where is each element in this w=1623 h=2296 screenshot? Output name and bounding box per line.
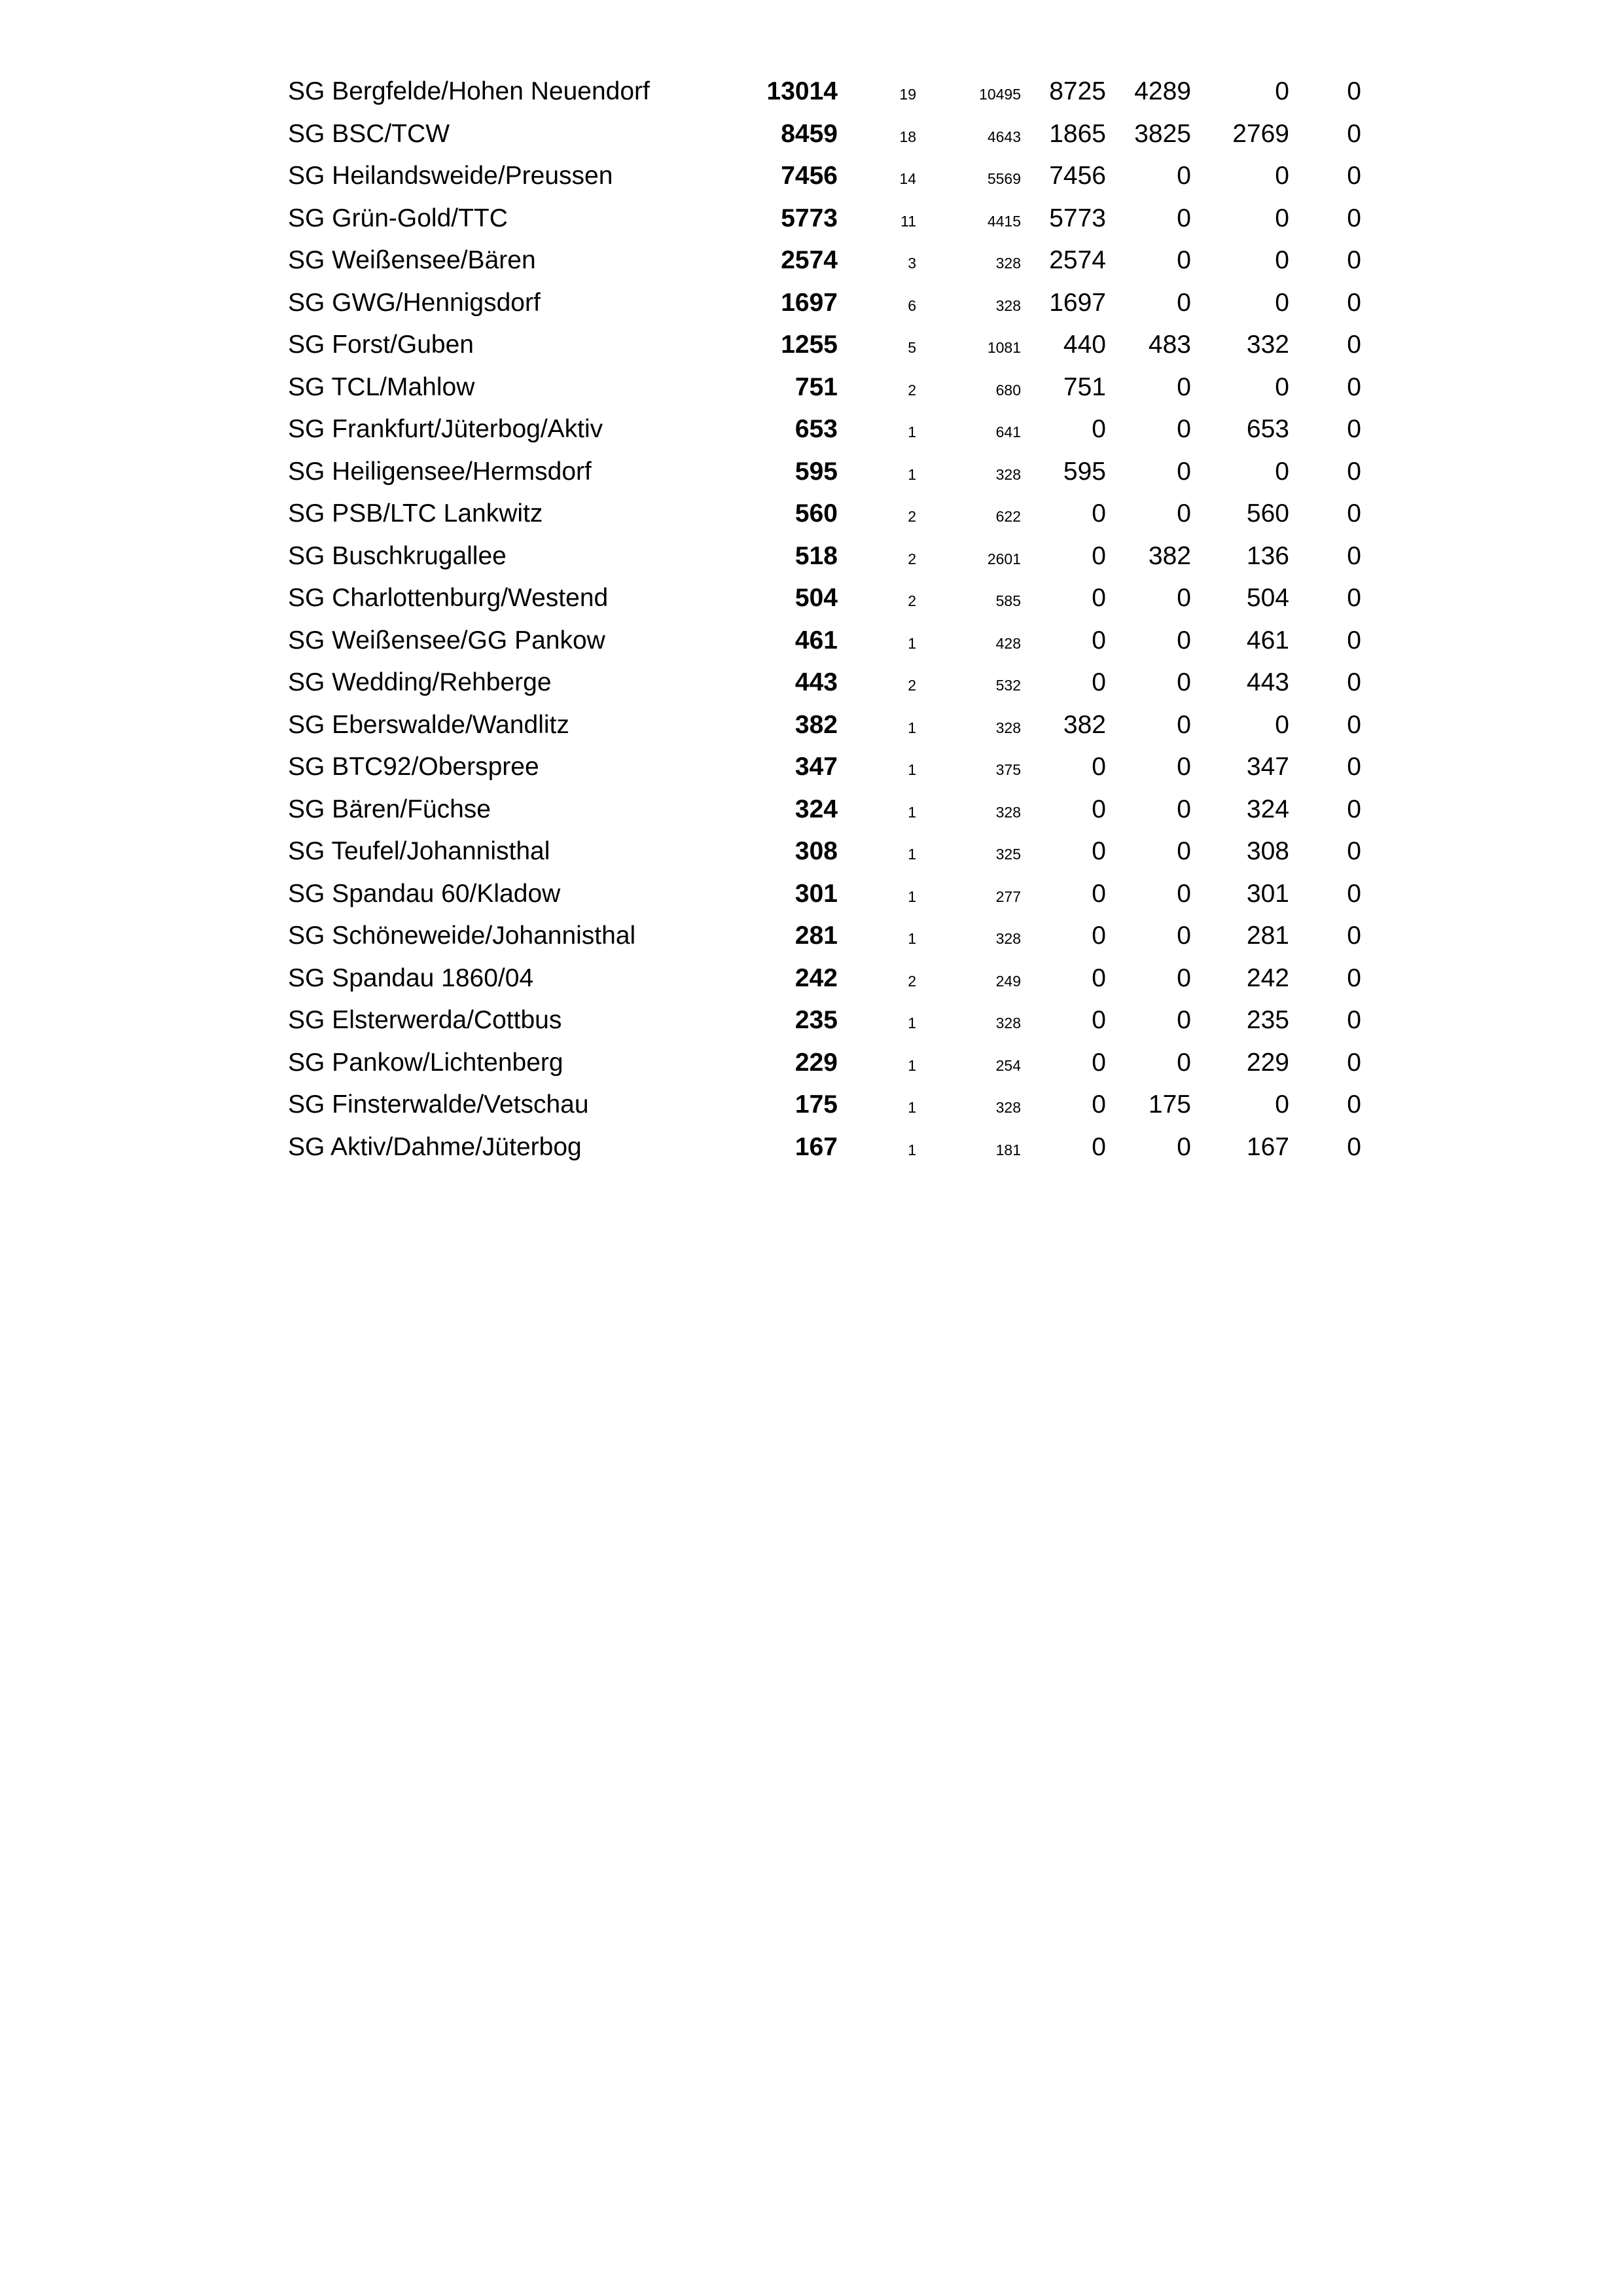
table-row bbox=[288, 410, 1361, 452]
team-name-cell: SG Spandau 1860/04 bbox=[288, 963, 534, 992]
total-score-cell: 751 bbox=[794, 372, 838, 401]
team-name-cell: SG Finsterwalde/Vetschau bbox=[288, 1090, 589, 1119]
value-cell-2: 3825 bbox=[1134, 119, 1191, 148]
value-cell-4: 0 bbox=[1347, 457, 1361, 486]
total-score-cell: 1255 bbox=[781, 331, 838, 359]
value-cell-4: 0 bbox=[1347, 372, 1361, 401]
entry-count-cell: 14 bbox=[899, 170, 916, 187]
value-cell-2: 0 bbox=[1177, 162, 1191, 190]
entry-count-cell: 11 bbox=[901, 212, 916, 230]
value-cell-3: 324 bbox=[1246, 795, 1289, 823]
value-cell-4: 0 bbox=[1347, 288, 1361, 317]
team-name-cell: SG Weißensee/GG Pankow bbox=[288, 626, 605, 655]
secondary-value-cell: 328 bbox=[995, 465, 1021, 483]
secondary-value-cell: 2601 bbox=[987, 550, 1021, 567]
team-name-cell: SG Heiligensee/Hermsdorf bbox=[288, 457, 592, 486]
value-cell-1: 0 bbox=[1092, 541, 1106, 570]
value-cell-2: 0 bbox=[1177, 795, 1191, 823]
value-cell-4: 0 bbox=[1347, 837, 1361, 865]
value-cell-3: 560 bbox=[1246, 499, 1289, 528]
value-cell-4: 0 bbox=[1347, 626, 1361, 655]
table-row bbox=[288, 537, 1361, 579]
table-row bbox=[288, 1085, 1361, 1128]
value-cell-4: 0 bbox=[1347, 879, 1361, 908]
total-score-cell: 347 bbox=[794, 753, 838, 781]
table-row bbox=[288, 1001, 1361, 1043]
value-cell-2: 0 bbox=[1177, 584, 1191, 612]
entry-count-cell: 1 bbox=[908, 930, 916, 947]
value-cell-4: 0 bbox=[1347, 204, 1361, 232]
value-cell-1: 595 bbox=[1063, 457, 1106, 486]
value-cell-2: 0 bbox=[1177, 1006, 1191, 1034]
entry-count-cell: 1 bbox=[908, 888, 916, 905]
total-score-cell: 175 bbox=[794, 1090, 838, 1119]
team-name-cell: SG Pankow/Lichtenberg bbox=[288, 1048, 563, 1077]
team-name-cell: SG Elsterwerda/Cottbus bbox=[288, 1006, 562, 1034]
value-cell-4: 0 bbox=[1347, 1090, 1361, 1119]
entry-count-cell: 2 bbox=[908, 592, 916, 609]
team-name-cell: SG Charlottenburg/Westend bbox=[288, 584, 609, 612]
team-name-cell: SG Forst/Guben bbox=[288, 331, 474, 359]
value-cell-2: 0 bbox=[1177, 922, 1191, 950]
total-score-cell: 504 bbox=[794, 584, 838, 612]
secondary-value-cell: 10495 bbox=[979, 86, 1021, 103]
total-score-cell: 653 bbox=[794, 415, 838, 443]
table-row bbox=[288, 790, 1361, 833]
value-cell-1: 0 bbox=[1092, 499, 1106, 528]
value-cell-3: 347 bbox=[1246, 753, 1289, 781]
value-cell-4: 0 bbox=[1347, 795, 1361, 823]
value-cell-2: 0 bbox=[1177, 288, 1191, 317]
secondary-value-cell: 1081 bbox=[987, 339, 1021, 356]
total-score-cell: 7456 bbox=[781, 162, 838, 190]
entry-count-cell: 1 bbox=[908, 1141, 916, 1158]
value-cell-2: 0 bbox=[1177, 246, 1191, 274]
total-score-cell: 8459 bbox=[781, 119, 838, 148]
table-row bbox=[288, 916, 1361, 959]
entry-count-cell: 3 bbox=[908, 255, 916, 272]
team-name-cell: SG Bergfelde/Hohen Neuendorf bbox=[288, 77, 650, 105]
value-cell-2: 0 bbox=[1177, 626, 1191, 655]
value-cell-1: 382 bbox=[1063, 710, 1106, 739]
table-row bbox=[288, 241, 1361, 283]
team-name-cell: SG Weißensee/Bären bbox=[288, 246, 536, 274]
team-name-cell: SG Schöneweide/Johannisthal bbox=[288, 922, 636, 950]
value-cell-4: 0 bbox=[1347, 162, 1361, 190]
secondary-value-cell: 585 bbox=[995, 592, 1021, 609]
value-cell-1: 7456 bbox=[1049, 162, 1106, 190]
team-name-cell: SG Buschkrugallee bbox=[288, 541, 507, 570]
value-cell-3: 167 bbox=[1246, 1132, 1289, 1161]
value-cell-3: 461 bbox=[1246, 626, 1289, 655]
total-score-cell: 5773 bbox=[781, 204, 838, 232]
value-cell-2: 0 bbox=[1177, 372, 1191, 401]
value-cell-1: 2574 bbox=[1049, 246, 1106, 274]
value-cell-1: 0 bbox=[1092, 415, 1106, 443]
total-score-cell: 595 bbox=[794, 457, 838, 486]
value-cell-4: 0 bbox=[1347, 1048, 1361, 1077]
team-name-cell: SG BTC92/Oberspree bbox=[288, 753, 539, 781]
total-score-cell: 382 bbox=[794, 710, 838, 739]
secondary-value-cell: 641 bbox=[995, 423, 1021, 440]
value-cell-3: 229 bbox=[1246, 1048, 1289, 1077]
ranking-table-body bbox=[288, 72, 1361, 1170]
table-row bbox=[288, 115, 1361, 157]
value-cell-4: 0 bbox=[1347, 499, 1361, 528]
total-score-cell: 324 bbox=[794, 795, 838, 823]
value-cell-1: 0 bbox=[1092, 1048, 1106, 1077]
value-cell-4: 0 bbox=[1347, 753, 1361, 781]
secondary-value-cell: 328 bbox=[995, 1099, 1021, 1116]
value-cell-1: 0 bbox=[1092, 1132, 1106, 1161]
team-name-cell: SG GWG/Hennigsdorf bbox=[288, 288, 541, 317]
value-cell-2: 175 bbox=[1148, 1090, 1191, 1119]
value-cell-4: 0 bbox=[1347, 1132, 1361, 1161]
value-cell-1: 0 bbox=[1092, 963, 1106, 992]
total-score-cell: 560 bbox=[794, 499, 838, 528]
ranking-table bbox=[288, 72, 1361, 1170]
value-cell-2: 0 bbox=[1177, 1048, 1191, 1077]
total-score-cell: 308 bbox=[794, 837, 838, 865]
entry-count-cell: 1 bbox=[908, 634, 916, 652]
table-row bbox=[288, 706, 1361, 748]
value-cell-1: 5773 bbox=[1049, 204, 1106, 232]
secondary-value-cell: 5569 bbox=[987, 170, 1021, 187]
total-score-cell: 443 bbox=[794, 668, 838, 696]
value-cell-2: 0 bbox=[1177, 204, 1191, 232]
value-cell-3: 2769 bbox=[1232, 119, 1289, 148]
team-name-cell: SG Frankfurt/Jüterbog/Aktiv bbox=[288, 415, 603, 443]
secondary-value-cell: 277 bbox=[995, 888, 1021, 905]
secondary-value-cell: 328 bbox=[995, 719, 1021, 736]
value-cell-1: 0 bbox=[1092, 1090, 1106, 1119]
table-row bbox=[288, 1128, 1361, 1170]
value-cell-2: 0 bbox=[1177, 879, 1191, 908]
secondary-value-cell: 328 bbox=[995, 296, 1021, 314]
entry-count-cell: 5 bbox=[908, 339, 916, 356]
value-cell-3: 136 bbox=[1246, 541, 1289, 570]
total-score-cell: 2574 bbox=[781, 246, 838, 274]
team-name-cell: SG Eberswalde/Wandlitz bbox=[288, 710, 569, 739]
value-cell-4: 0 bbox=[1347, 331, 1361, 359]
table-row bbox=[288, 621, 1361, 664]
entry-count-cell: 1 bbox=[908, 1056, 916, 1074]
total-score-cell: 518 bbox=[794, 541, 838, 570]
team-name-cell: SG Bären/Füchse bbox=[288, 795, 491, 823]
value-cell-3: 281 bbox=[1246, 922, 1289, 950]
team-name-cell: SG TCL/Mahlow bbox=[288, 372, 475, 401]
table-row bbox=[288, 494, 1361, 537]
entry-count-cell: 1 bbox=[908, 465, 916, 483]
entry-count-cell: 18 bbox=[899, 128, 916, 145]
table-row bbox=[288, 959, 1361, 1001]
value-cell-2: 382 bbox=[1148, 541, 1191, 570]
value-cell-1: 0 bbox=[1092, 1006, 1106, 1034]
table-row bbox=[288, 156, 1361, 199]
entry-count-cell: 1 bbox=[908, 719, 916, 736]
team-name-cell: SG Wedding/Rehberge bbox=[288, 668, 552, 696]
secondary-value-cell: 375 bbox=[995, 761, 1021, 778]
secondary-value-cell: 328 bbox=[995, 930, 1021, 947]
table-row bbox=[288, 832, 1361, 874]
value-cell-4: 0 bbox=[1347, 922, 1361, 950]
entry-count-cell: 1 bbox=[908, 1099, 916, 1116]
value-cell-1: 1697 bbox=[1049, 288, 1106, 317]
value-cell-1: 0 bbox=[1092, 668, 1106, 696]
value-cell-3: 308 bbox=[1246, 837, 1289, 865]
secondary-value-cell: 328 bbox=[995, 803, 1021, 821]
entry-count-cell: 2 bbox=[908, 508, 916, 525]
value-cell-3: 242 bbox=[1246, 963, 1289, 992]
table-row bbox=[288, 72, 1361, 115]
total-score-cell: 13014 bbox=[766, 77, 838, 105]
table-row bbox=[288, 283, 1361, 326]
value-cell-1: 0 bbox=[1092, 626, 1106, 655]
table-row bbox=[288, 579, 1361, 621]
secondary-value-cell: 532 bbox=[995, 677, 1021, 694]
entry-count-cell: 2 bbox=[908, 550, 916, 567]
total-score-cell: 242 bbox=[794, 963, 838, 992]
table-row bbox=[288, 452, 1361, 495]
value-cell-1: 0 bbox=[1092, 922, 1106, 950]
value-cell-2: 0 bbox=[1177, 1132, 1191, 1161]
value-cell-4: 0 bbox=[1347, 1006, 1361, 1034]
entry-count-cell: 19 bbox=[899, 86, 916, 103]
value-cell-1: 0 bbox=[1092, 753, 1106, 781]
total-score-cell: 235 bbox=[794, 1006, 838, 1034]
value-cell-1: 0 bbox=[1092, 879, 1106, 908]
value-cell-1: 440 bbox=[1063, 331, 1106, 359]
total-score-cell: 229 bbox=[794, 1048, 838, 1077]
entry-count-cell: 1 bbox=[908, 803, 916, 821]
value-cell-3: 0 bbox=[1275, 372, 1289, 401]
secondary-value-cell: 622 bbox=[995, 508, 1021, 525]
value-cell-4: 0 bbox=[1347, 668, 1361, 696]
total-score-cell: 1697 bbox=[781, 288, 838, 317]
entry-count-cell: 1 bbox=[908, 761, 916, 778]
entry-count-cell: 2 bbox=[908, 972, 916, 990]
secondary-value-cell: 249 bbox=[995, 972, 1021, 990]
value-cell-1: 0 bbox=[1092, 837, 1106, 865]
value-cell-3: 504 bbox=[1246, 584, 1289, 612]
secondary-value-cell: 428 bbox=[995, 634, 1021, 652]
value-cell-3: 0 bbox=[1275, 1090, 1289, 1119]
team-name-cell: SG BSC/TCW bbox=[288, 119, 450, 148]
team-name-cell: SG Teufel/Johannisthal bbox=[288, 837, 550, 865]
value-cell-2: 0 bbox=[1177, 710, 1191, 739]
table-row bbox=[288, 874, 1361, 917]
secondary-value-cell: 254 bbox=[995, 1056, 1021, 1074]
value-cell-4: 0 bbox=[1347, 584, 1361, 612]
value-cell-3: 332 bbox=[1246, 331, 1289, 359]
value-cell-2: 483 bbox=[1148, 331, 1191, 359]
entry-count-cell: 6 bbox=[908, 296, 916, 314]
value-cell-4: 0 bbox=[1347, 710, 1361, 739]
table-row bbox=[288, 1043, 1361, 1086]
value-cell-2: 0 bbox=[1177, 963, 1191, 992]
secondary-value-cell: 328 bbox=[995, 255, 1021, 272]
value-cell-1: 1865 bbox=[1049, 119, 1106, 148]
secondary-value-cell: 181 bbox=[995, 1141, 1021, 1158]
value-cell-3: 0 bbox=[1275, 710, 1289, 739]
secondary-value-cell: 4415 bbox=[987, 212, 1021, 230]
value-cell-4: 0 bbox=[1347, 246, 1361, 274]
value-cell-2: 4289 bbox=[1134, 77, 1191, 105]
table-row bbox=[288, 663, 1361, 706]
value-cell-1: 751 bbox=[1063, 372, 1106, 401]
value-cell-3: 0 bbox=[1275, 288, 1289, 317]
table-row bbox=[288, 747, 1361, 790]
value-cell-2: 0 bbox=[1177, 837, 1191, 865]
value-cell-2: 0 bbox=[1177, 668, 1191, 696]
value-cell-1: 8725 bbox=[1049, 77, 1106, 105]
value-cell-4: 0 bbox=[1347, 415, 1361, 443]
value-cell-4: 0 bbox=[1347, 77, 1361, 105]
team-name-cell: SG PSB/LTC Lankwitz bbox=[288, 499, 543, 528]
team-name-cell: SG Heilandsweide/Preussen bbox=[288, 162, 613, 190]
value-cell-3: 301 bbox=[1246, 879, 1289, 908]
total-score-cell: 301 bbox=[794, 879, 838, 908]
value-cell-1: 0 bbox=[1092, 795, 1106, 823]
secondary-value-cell: 325 bbox=[995, 846, 1021, 863]
entry-count-cell: 1 bbox=[908, 423, 916, 440]
value-cell-2: 0 bbox=[1177, 499, 1191, 528]
table-row bbox=[288, 368, 1361, 410]
team-name-cell: SG Spandau 60/Kladow bbox=[288, 879, 561, 908]
total-score-cell: 281 bbox=[794, 922, 838, 950]
value-cell-2: 0 bbox=[1177, 415, 1191, 443]
value-cell-3: 0 bbox=[1275, 77, 1289, 105]
table-row bbox=[288, 199, 1361, 242]
secondary-value-cell: 4643 bbox=[987, 128, 1021, 145]
value-cell-4: 0 bbox=[1347, 963, 1361, 992]
value-cell-4: 0 bbox=[1347, 119, 1361, 148]
value-cell-4: 0 bbox=[1347, 541, 1361, 570]
value-cell-1: 0 bbox=[1092, 584, 1106, 612]
value-cell-3: 0 bbox=[1275, 162, 1289, 190]
entry-count-cell: 1 bbox=[908, 846, 916, 863]
total-score-cell: 461 bbox=[794, 626, 838, 655]
team-name-cell: SG Grün-Gold/TTC bbox=[288, 204, 508, 232]
value-cell-2: 0 bbox=[1177, 457, 1191, 486]
value-cell-3: 653 bbox=[1246, 415, 1289, 443]
value-cell-3: 235 bbox=[1246, 1006, 1289, 1034]
entry-count-cell: 1 bbox=[908, 1014, 916, 1031]
secondary-value-cell: 680 bbox=[995, 381, 1021, 399]
value-cell-3: 443 bbox=[1246, 668, 1289, 696]
value-cell-3: 0 bbox=[1275, 204, 1289, 232]
entry-count-cell: 2 bbox=[908, 677, 916, 694]
entry-count-cell: 2 bbox=[908, 381, 916, 399]
value-cell-3: 0 bbox=[1275, 457, 1289, 486]
value-cell-2: 0 bbox=[1177, 753, 1191, 781]
total-score-cell: 167 bbox=[794, 1132, 838, 1161]
team-name-cell: SG Aktiv/Dahme/Jüterbog bbox=[288, 1132, 582, 1161]
table-row bbox=[288, 325, 1361, 368]
secondary-value-cell: 328 bbox=[995, 1014, 1021, 1031]
value-cell-3: 0 bbox=[1275, 246, 1289, 274]
